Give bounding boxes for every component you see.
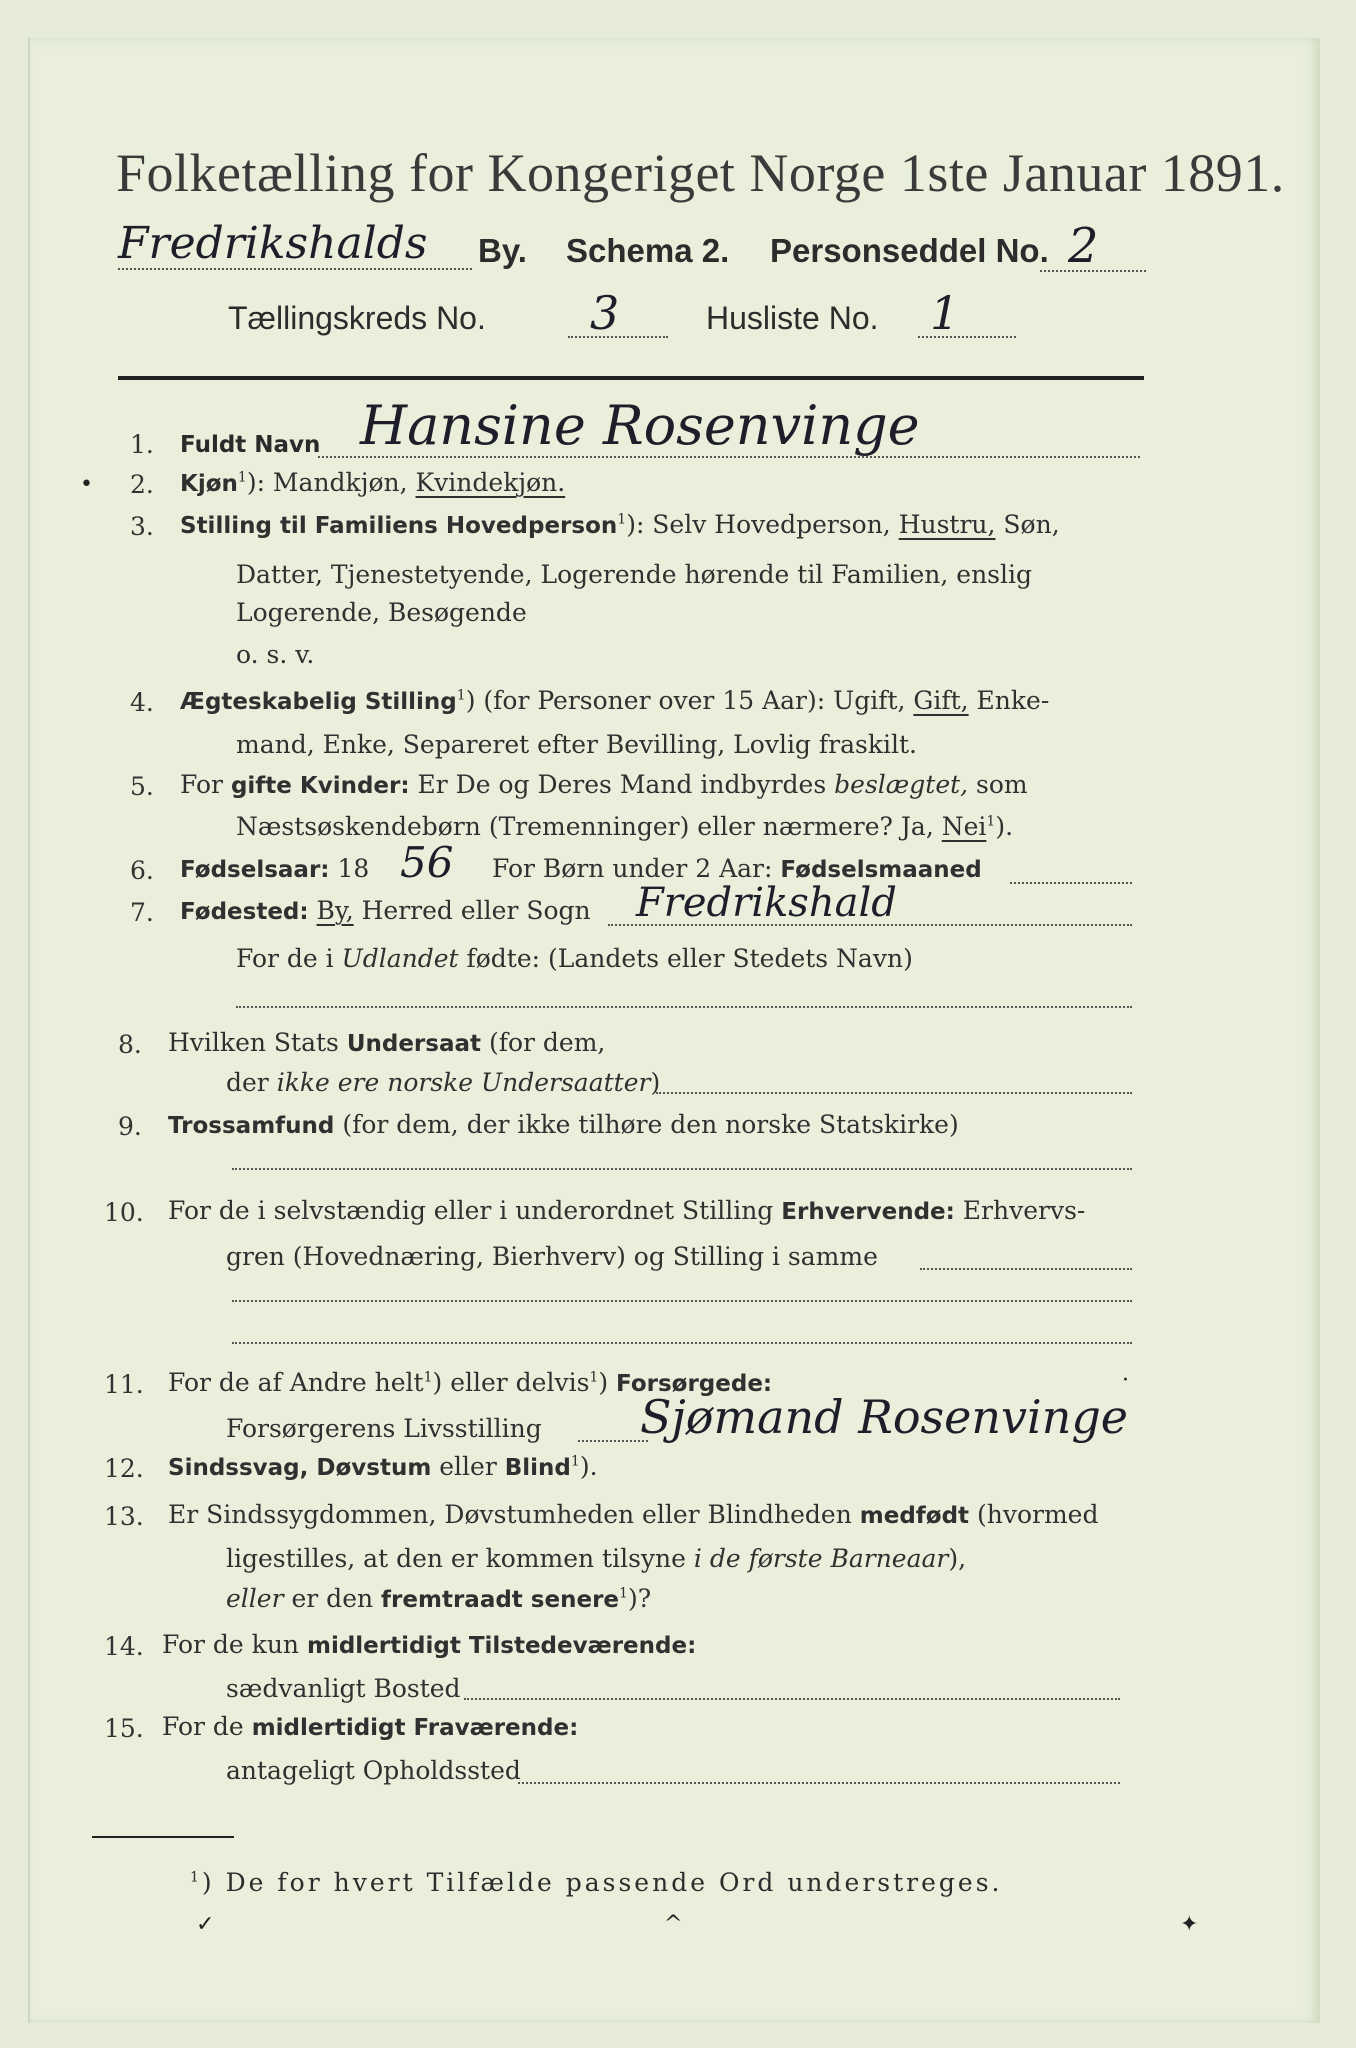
q3-text: Stilling til Familiens Hovedperson$^1$): Selv Hovedperson, Hustru, Søn, — [180, 510, 1060, 539]
dotted-line — [518, 1782, 1120, 1784]
q13-line2: ligestilles, at den er kommen tilsyne i de første Barneaar), — [226, 1544, 967, 1573]
dotted-line — [920, 1268, 1132, 1270]
dotted-line — [318, 456, 1140, 458]
q3-number: 3. — [130, 512, 154, 541]
q11-answer: Sjømand Rosenvinge — [640, 1390, 1128, 1444]
dotted-line — [464, 1698, 1120, 1700]
q13-line3: eller er den fremtraadt senere$^1$)? — [226, 1584, 652, 1613]
q1-answer: Hansine Rosenvinge — [360, 394, 920, 457]
margin-mark: • — [80, 472, 93, 497]
dotted-line — [578, 1440, 648, 1442]
q4-line2: mand, Enke, Separeret efter Bevilling, Lovlig fraskilt. — [236, 730, 917, 759]
q7-line2: For de i Udlandet fødte: (Landets eller Stedets Navn) — [236, 944, 913, 973]
q14-line2: sædvanligt Bosted — [226, 1674, 461, 1703]
q12-text: Sindssvag, Døvstum eller Blind$^1$). — [168, 1452, 598, 1481]
husliste-label: Husliste No. — [706, 300, 879, 336]
q6-year: 56 — [400, 838, 454, 887]
q2-selected: Kvindekjøn. — [415, 468, 566, 497]
corner-mark: ✦ — [1180, 1912, 1199, 1937]
q5-line2: Næstsøskendebørn (Tremenninger) eller nærmere? Ja, Nei$^1$). — [236, 812, 1014, 841]
q15-number: 15. — [104, 1714, 144, 1743]
q7-selected: By, — [316, 896, 354, 925]
q8-text: Hvilken Stats Undersaat (for dem, — [168, 1028, 606, 1057]
q14-number: 14. — [104, 1632, 144, 1661]
margin-mark: · — [1122, 1368, 1129, 1393]
by-label: By. — [478, 232, 527, 269]
personseddel-label: Personseddel No. — [770, 232, 1049, 269]
q8-line2: der ikke ere norske Undersaatter) — [226, 1068, 661, 1097]
q15-text: For de midlertidigt Fraværende: — [162, 1712, 579, 1741]
q11-number: 11. — [104, 1370, 144, 1399]
dotted-line — [608, 924, 1132, 926]
q9-text: Trossamfund (for dem, der ikke tilhøre den norske Statskirke) — [168, 1110, 959, 1139]
dotted-line — [232, 1300, 1132, 1302]
q11-line2: Forsørgerens Livsstilling — [226, 1414, 542, 1443]
q13-number: 13. — [104, 1502, 144, 1531]
footnote-rule — [92, 1836, 234, 1838]
q1-label: Fuldt Navn — [180, 432, 321, 458]
q8-number: 8. — [118, 1030, 142, 1059]
corner-mark: ✓ — [196, 1912, 215, 1937]
q6-text: Fødselsaar: 18 — [180, 854, 370, 883]
q5-text: For gifte Kvinder: Er De og Deres Mand indbyrdes beslægtet, som — [180, 770, 1028, 799]
kreds-label: Tællingskreds No. — [228, 300, 486, 336]
q10-number: 10. — [104, 1198, 144, 1227]
dotted-line — [656, 1092, 1132, 1094]
handwritten-town: Fredrikshalds — [118, 218, 428, 269]
q3-line2: Datter, Tjenestetyende, Logerende hørende til Familien, enslig — [236, 560, 1033, 589]
q3-selected: Hustru, — [898, 510, 996, 539]
q11-text: For de af Andre helt$^1$) eller delvis$^1$) Forsørgede: — [168, 1368, 773, 1397]
schema-label: Schema 2. — [566, 232, 730, 269]
q5-selected: Nei — [941, 812, 987, 841]
dotted-line — [918, 336, 1016, 338]
header-rule — [118, 376, 1144, 380]
center-mark: ^ — [664, 1912, 683, 1937]
form-title: Folketælling for Kongeriget Norge 1ste Januar 1891. — [116, 143, 1285, 203]
q6-number: 6. — [130, 856, 154, 885]
footnote: $^1$) De for hvert Tilfælde passende Ord understreges. — [190, 1868, 1003, 1897]
q3-line4: o. s. v. — [236, 640, 315, 669]
personseddel-number: 2 — [1068, 218, 1099, 274]
q7-number: 7. — [130, 898, 154, 927]
q4-selected: Gift, — [913, 686, 969, 715]
dotted-line — [1040, 270, 1146, 272]
q15-line2: antageligt Opholdssted — [226, 1756, 521, 1785]
dotted-line — [232, 1342, 1132, 1344]
q10-text: For de i selvstændig eller i underordnet Stilling Erhvervende: Erhvervs- — [168, 1196, 1086, 1225]
q10-line2: gren (Hovednæring, Bierhverv) og Stilling i samme — [226, 1242, 878, 1271]
q3-line3: Logerende, Besøgende — [236, 598, 527, 627]
q7-answer: Fredrikshald — [636, 880, 897, 926]
dotted-line — [568, 336, 668, 338]
q13-text: Er Sindssygdommen, Døvstumheden eller Blindheden medfødt (hvormed — [168, 1500, 1099, 1529]
q2-number: 2. — [130, 470, 154, 499]
q5-number: 5. — [130, 772, 154, 801]
q4-number: 4. — [130, 688, 154, 717]
dotted-line — [1010, 882, 1132, 884]
q9-number: 9. — [118, 1112, 142, 1141]
kreds-number: 3 — [590, 286, 620, 340]
q6-text-b: For Børn under 2 Aar: Fødselsmaaned — [492, 854, 982, 883]
dotted-line — [232, 1168, 1132, 1170]
dotted-line — [118, 268, 472, 270]
dotted-line — [236, 1006, 1132, 1008]
q7-text: Fødested: By, Herred eller Sogn — [180, 896, 591, 925]
q12-number: 12. — [104, 1454, 144, 1483]
q2-text: Kjøn$^1$): Mandkjøn, Kvindekjøn. — [180, 468, 566, 497]
husliste-number: 1 — [930, 286, 960, 340]
q14-text: For de kun midlertidigt Tilstedeværende: — [162, 1630, 697, 1659]
q4-text: Ægteskabelig Stilling$^1$) (for Personer over 15 Aar): Ugift, Gift, Enke- — [180, 686, 1050, 715]
q1-number: 1. — [130, 430, 154, 459]
